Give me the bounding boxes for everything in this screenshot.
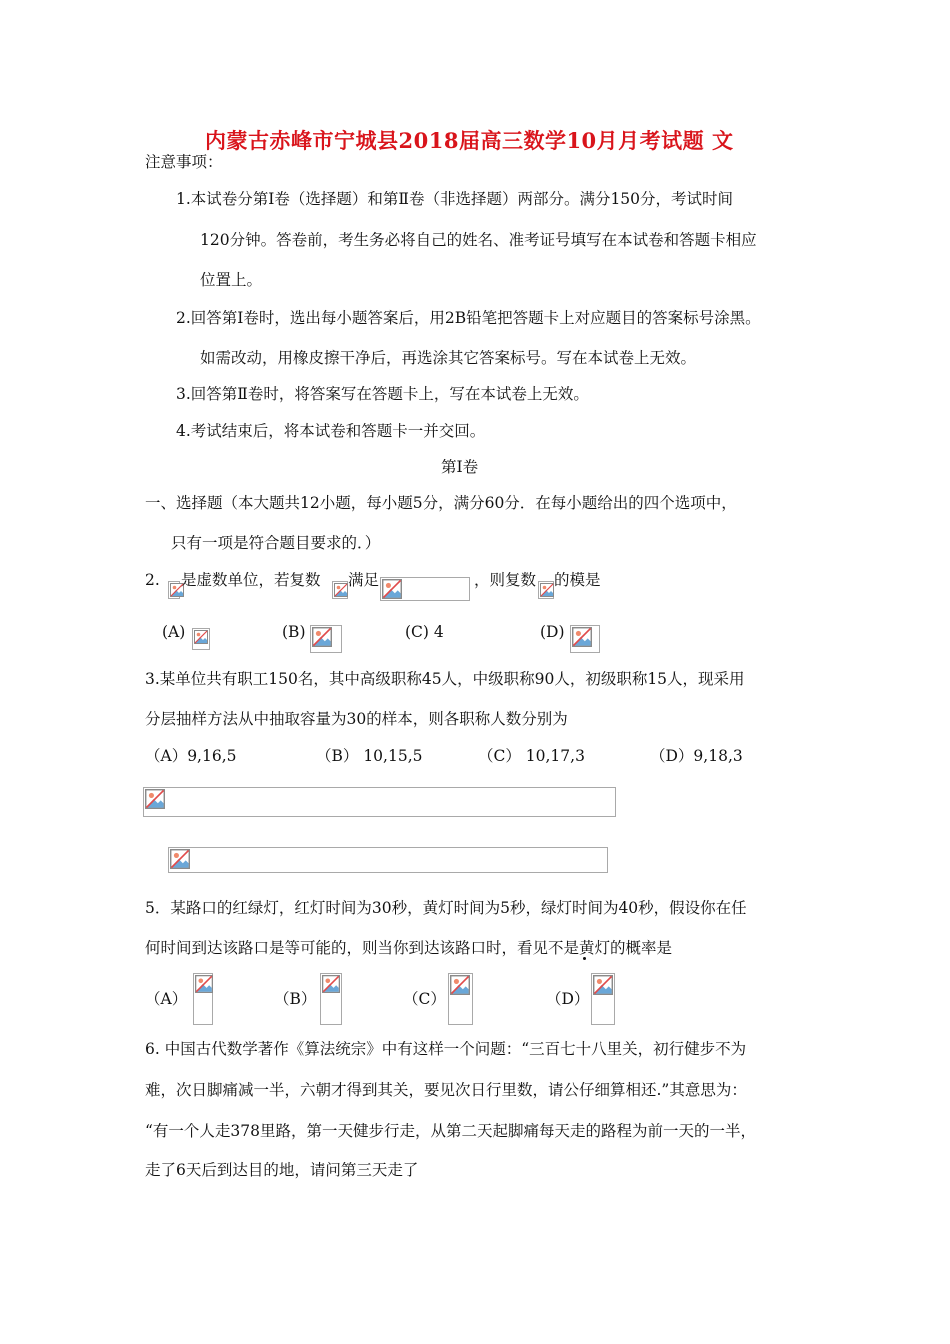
q2-formula-image-i xyxy=(168,581,180,599)
q2-text-3: ，则复数 xyxy=(474,571,537,589)
broken-image-icon xyxy=(540,583,554,597)
q2-option-a: (A) xyxy=(162,623,186,641)
q2-number: 2. xyxy=(145,571,160,589)
broken-image-icon xyxy=(450,975,470,995)
q5-option-c-image xyxy=(448,973,473,1025)
emphasis-dot xyxy=(583,957,586,960)
q2-option-d: (D) xyxy=(540,623,565,641)
broken-image-icon xyxy=(334,583,348,597)
broken-image-icon xyxy=(322,975,340,993)
notice-item-2-line-1: 2.回答第Ⅰ卷时，选出每小题答案后，用2B铅笔把答题卡上对应题目的答案标号涂黑。 xyxy=(176,309,761,327)
q5-option-b-image xyxy=(320,973,342,1025)
q2-option-a-image xyxy=(192,628,210,650)
notice-item-4: 4.考试结束后，将本试卷和答题卡一并交回。 xyxy=(176,422,486,440)
q5-option-d: （D） xyxy=(546,990,590,1008)
section-heading-line-2: 只有一项是符合题目要求的．） xyxy=(171,534,381,552)
q5-line-1: 5．某路口的红绿灯，红灯时间为30秒，黄灯时间为5秒，绿灯时间为40秒，假设你在任 xyxy=(145,899,747,917)
q5-option-a-image xyxy=(193,973,213,1025)
broken-image-icon xyxy=(195,975,213,993)
q6-line-1: 6. 中国古代数学著作《算法统宗》中有这样一个问题：“三百七十八里关，初行健步不为 xyxy=(145,1040,747,1058)
part-title: 第Ⅰ卷 xyxy=(441,458,479,476)
broken-image-icon xyxy=(312,627,332,647)
q2-text-1: 是虚数单位，若复数 xyxy=(181,571,321,589)
q2-formula-image-equation xyxy=(380,577,470,601)
q5-option-a: （A） xyxy=(145,990,188,1008)
q2-option-b-image xyxy=(310,625,342,653)
q3-option-d: （D）9,18,3 xyxy=(650,747,743,765)
notice-item-1-line-2: 120分钟。答卷前，考生务必将自己的姓名、准考证号填写在本试卷和答题卡相应 xyxy=(200,231,757,249)
q2-formula-image-z xyxy=(332,581,348,599)
q6-line-2: 难，次日脚痛减一半，六朝才得到其关，要见次日行里数，请公仔细算相还.”其意思为： xyxy=(145,1081,747,1099)
broken-image-icon xyxy=(145,789,165,809)
broken-image-icon xyxy=(194,630,208,644)
q4-image-line-1 xyxy=(143,787,616,817)
q2-option-c: (C) 4 xyxy=(405,623,444,641)
broken-image-icon xyxy=(382,579,402,599)
q2-option-d-image xyxy=(570,625,600,653)
notice-heading: 注意事项： xyxy=(145,153,223,171)
notice-item-2-line-2: 如需改动，用橡皮擦干净后，再选涂其它答案标号。写在本试卷上无效。 xyxy=(200,349,697,367)
section-heading-line-1: 一、选择题（本大题共12小题，每小题5分，满分60分．在每小题给出的四个选项中， xyxy=(145,494,737,512)
q2-text-4: 的模是 xyxy=(554,571,601,589)
broken-image-icon xyxy=(593,975,613,995)
document-title: 内蒙古赤峰市宁城县2018届高三数学10月月考试题 文 xyxy=(205,128,734,153)
q6-line-4: 走了6天后到达目的地，请问第三天走了 xyxy=(145,1161,419,1179)
q5-option-c: （C） xyxy=(403,990,446,1008)
broken-image-icon xyxy=(170,849,190,869)
notice-item-1-line-3: 位置上。 xyxy=(200,271,263,289)
q3-option-b: （B） 10,15,5 xyxy=(316,747,423,765)
q5-option-d-image xyxy=(591,973,615,1025)
q5-line-2: 何时间到达该路口是等可能的，则当你到达该路口时，看见不是黄灯的概率是 xyxy=(145,939,673,957)
broken-image-icon xyxy=(572,627,592,647)
q3-line-2: 分层抽样方法从中抽取容量为30的样本，则各职称人数分别为 xyxy=(145,710,568,728)
q3-line-1: 3.某单位共有职工150名，其中高级职称45人，中级职称90人，初级职称15人，现采用 xyxy=(145,670,745,688)
q2-text-2: 满足 xyxy=(348,571,380,589)
q6-line-3: “有一个人走378里路，第一天健步行走，从第二天起脚痛每天走的路程为前一天的一半， xyxy=(145,1122,757,1140)
notice-item-1-line-1: 1.本试卷分第Ⅰ卷（选择题）和第Ⅱ卷（非选择题）两部分。满分150分，考试时间 xyxy=(176,190,734,208)
q3-option-a: （A）9,16,5 xyxy=(145,747,237,765)
q4-image-line-2 xyxy=(168,847,608,873)
q5-option-b: （B） xyxy=(274,990,317,1008)
q3-option-c: （C） 10,17,3 xyxy=(478,747,585,765)
notice-item-3: 3.回答第Ⅱ卷时，将答案写在答题卡上，写在本试卷上无效。 xyxy=(176,385,589,403)
q2-option-b: (B) xyxy=(282,623,306,641)
q2-formula-image-z2 xyxy=(538,581,554,599)
